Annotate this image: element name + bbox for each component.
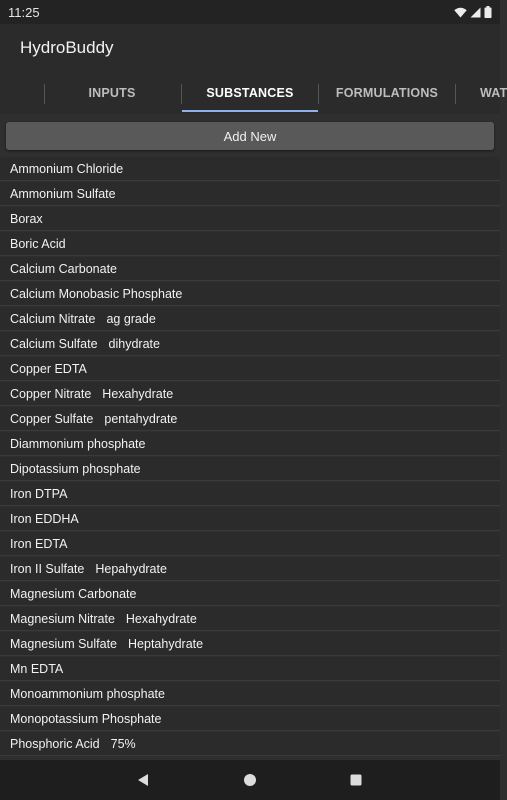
substance-name: Monoammonium phosphate: [10, 686, 165, 701]
substance-row[interactable]: [0, 332, 500, 356]
substance-name: Magnesium Nitrate: [10, 611, 115, 626]
substance-qualifier: pentahydrate: [104, 411, 178, 426]
substance-name: Dipotassium phosphate: [10, 461, 141, 476]
substance-name: Copper Sulfate: [10, 411, 94, 426]
substance-row[interactable]: [0, 407, 500, 431]
tab-divider: [318, 84, 319, 104]
substance-name: Calcium Sulfate: [10, 336, 98, 351]
substance-row[interactable]: [0, 232, 500, 256]
substance-row[interactable]: [0, 682, 500, 706]
substance-name: Iron EDTA: [10, 536, 68, 551]
substance-name: Magnesium Sulfate: [10, 636, 118, 651]
add-new-label: Add New: [223, 128, 277, 144]
substance-name: Monopotassium Phosphate: [10, 711, 162, 726]
tab-label: WAT: [480, 86, 507, 100]
substance-name: Iron EDDHA: [10, 511, 79, 526]
substance-row[interactable]: [0, 432, 500, 456]
substance-name: Calcium Monobasic Phosphate: [10, 286, 183, 301]
tab-divider: [44, 84, 45, 104]
tab-water[interactable]: [456, 72, 507, 114]
substance-name: Iron II Sulfate: [10, 561, 85, 576]
substance-row[interactable]: [0, 607, 500, 631]
substance-name: Ammonium Sulfate: [10, 186, 116, 201]
substance-qualifier: Heptahydrate: [128, 636, 204, 651]
app-title: HydroBuddy: [20, 38, 114, 57]
battery-icon: [484, 6, 492, 18]
add-new-button[interactable]: [6, 122, 494, 150]
substance-row[interactable]: [0, 582, 500, 606]
tab-divider: [455, 84, 456, 104]
substance-name: Boric Acid: [10, 236, 66, 251]
tab-label: SUBSTANCES: [206, 86, 294, 100]
substance-row[interactable]: [0, 357, 500, 381]
substance-row[interactable]: [0, 157, 500, 181]
substance-name: Iron DTPA: [10, 486, 68, 501]
back-icon[interactable]: [133, 770, 153, 790]
substance-name: Phosphoric Acid: [10, 736, 100, 751]
substance-qualifier: 75%: [110, 736, 136, 751]
tab-label: INPUTS: [88, 86, 136, 100]
substance-row[interactable]: [0, 507, 500, 531]
substance-name: Magnesium Carbonate: [10, 586, 137, 601]
substance-row[interactable]: [0, 457, 500, 481]
substance-row[interactable]: [0, 632, 500, 656]
active-tab-indicator: [182, 110, 318, 112]
wifi-icon: [454, 7, 467, 18]
substance-row[interactable]: [0, 557, 500, 581]
substance-name: Copper Nitrate: [10, 386, 92, 401]
tab-substances[interactable]: [182, 72, 318, 114]
substance-name: Diammonium phosphate: [10, 436, 146, 451]
substance-row[interactable]: [0, 182, 500, 206]
status-bar: [0, 0, 500, 24]
signal-icon: [470, 7, 481, 18]
substance-qualifier: Hepahydrate: [95, 561, 167, 576]
substance-row[interactable]: [0, 532, 500, 556]
substances-panel: [0, 114, 500, 760]
tab-formulations[interactable]: [319, 72, 455, 114]
substance-name: Calcium Carbonate: [10, 261, 117, 276]
tab-bar: [0, 72, 507, 114]
status-time: 11:25: [8, 4, 40, 20]
substance-qualifier: Hexahydrate: [102, 386, 174, 401]
status-icons: [454, 6, 492, 18]
substance-name: Mn EDTA: [10, 661, 64, 676]
substance-list: [0, 157, 500, 757]
substance-qualifier: dihydrate: [108, 336, 160, 351]
substance-row[interactable]: [0, 282, 500, 306]
tab-label: FORMULATIONS: [335, 86, 439, 100]
substance-name: Borax: [10, 211, 43, 226]
substance-name: Calcium Nitrate: [10, 311, 96, 326]
substance-row[interactable]: [0, 207, 500, 231]
substance-row[interactable]: [0, 732, 500, 756]
navigation-bar: [0, 760, 500, 800]
substance-qualifier: Hexahydrate: [125, 611, 197, 626]
substance-name: Copper EDTA: [10, 361, 87, 376]
substance-name: Ammonium Chloride: [10, 161, 124, 176]
substance-row[interactable]: [0, 707, 500, 731]
substance-row[interactable]: [0, 657, 500, 681]
substance-row[interactable]: [0, 382, 500, 406]
recents-icon[interactable]: [346, 770, 366, 790]
tab-inputs[interactable]: [44, 72, 180, 114]
substance-row[interactable]: [0, 307, 500, 331]
substance-row[interactable]: [0, 482, 500, 506]
home-icon[interactable]: [240, 770, 260, 790]
substance-row[interactable]: [0, 257, 500, 281]
app-bar: [0, 24, 500, 72]
substance-qualifier: ag grade: [106, 311, 156, 326]
tab-divider: [181, 84, 182, 104]
